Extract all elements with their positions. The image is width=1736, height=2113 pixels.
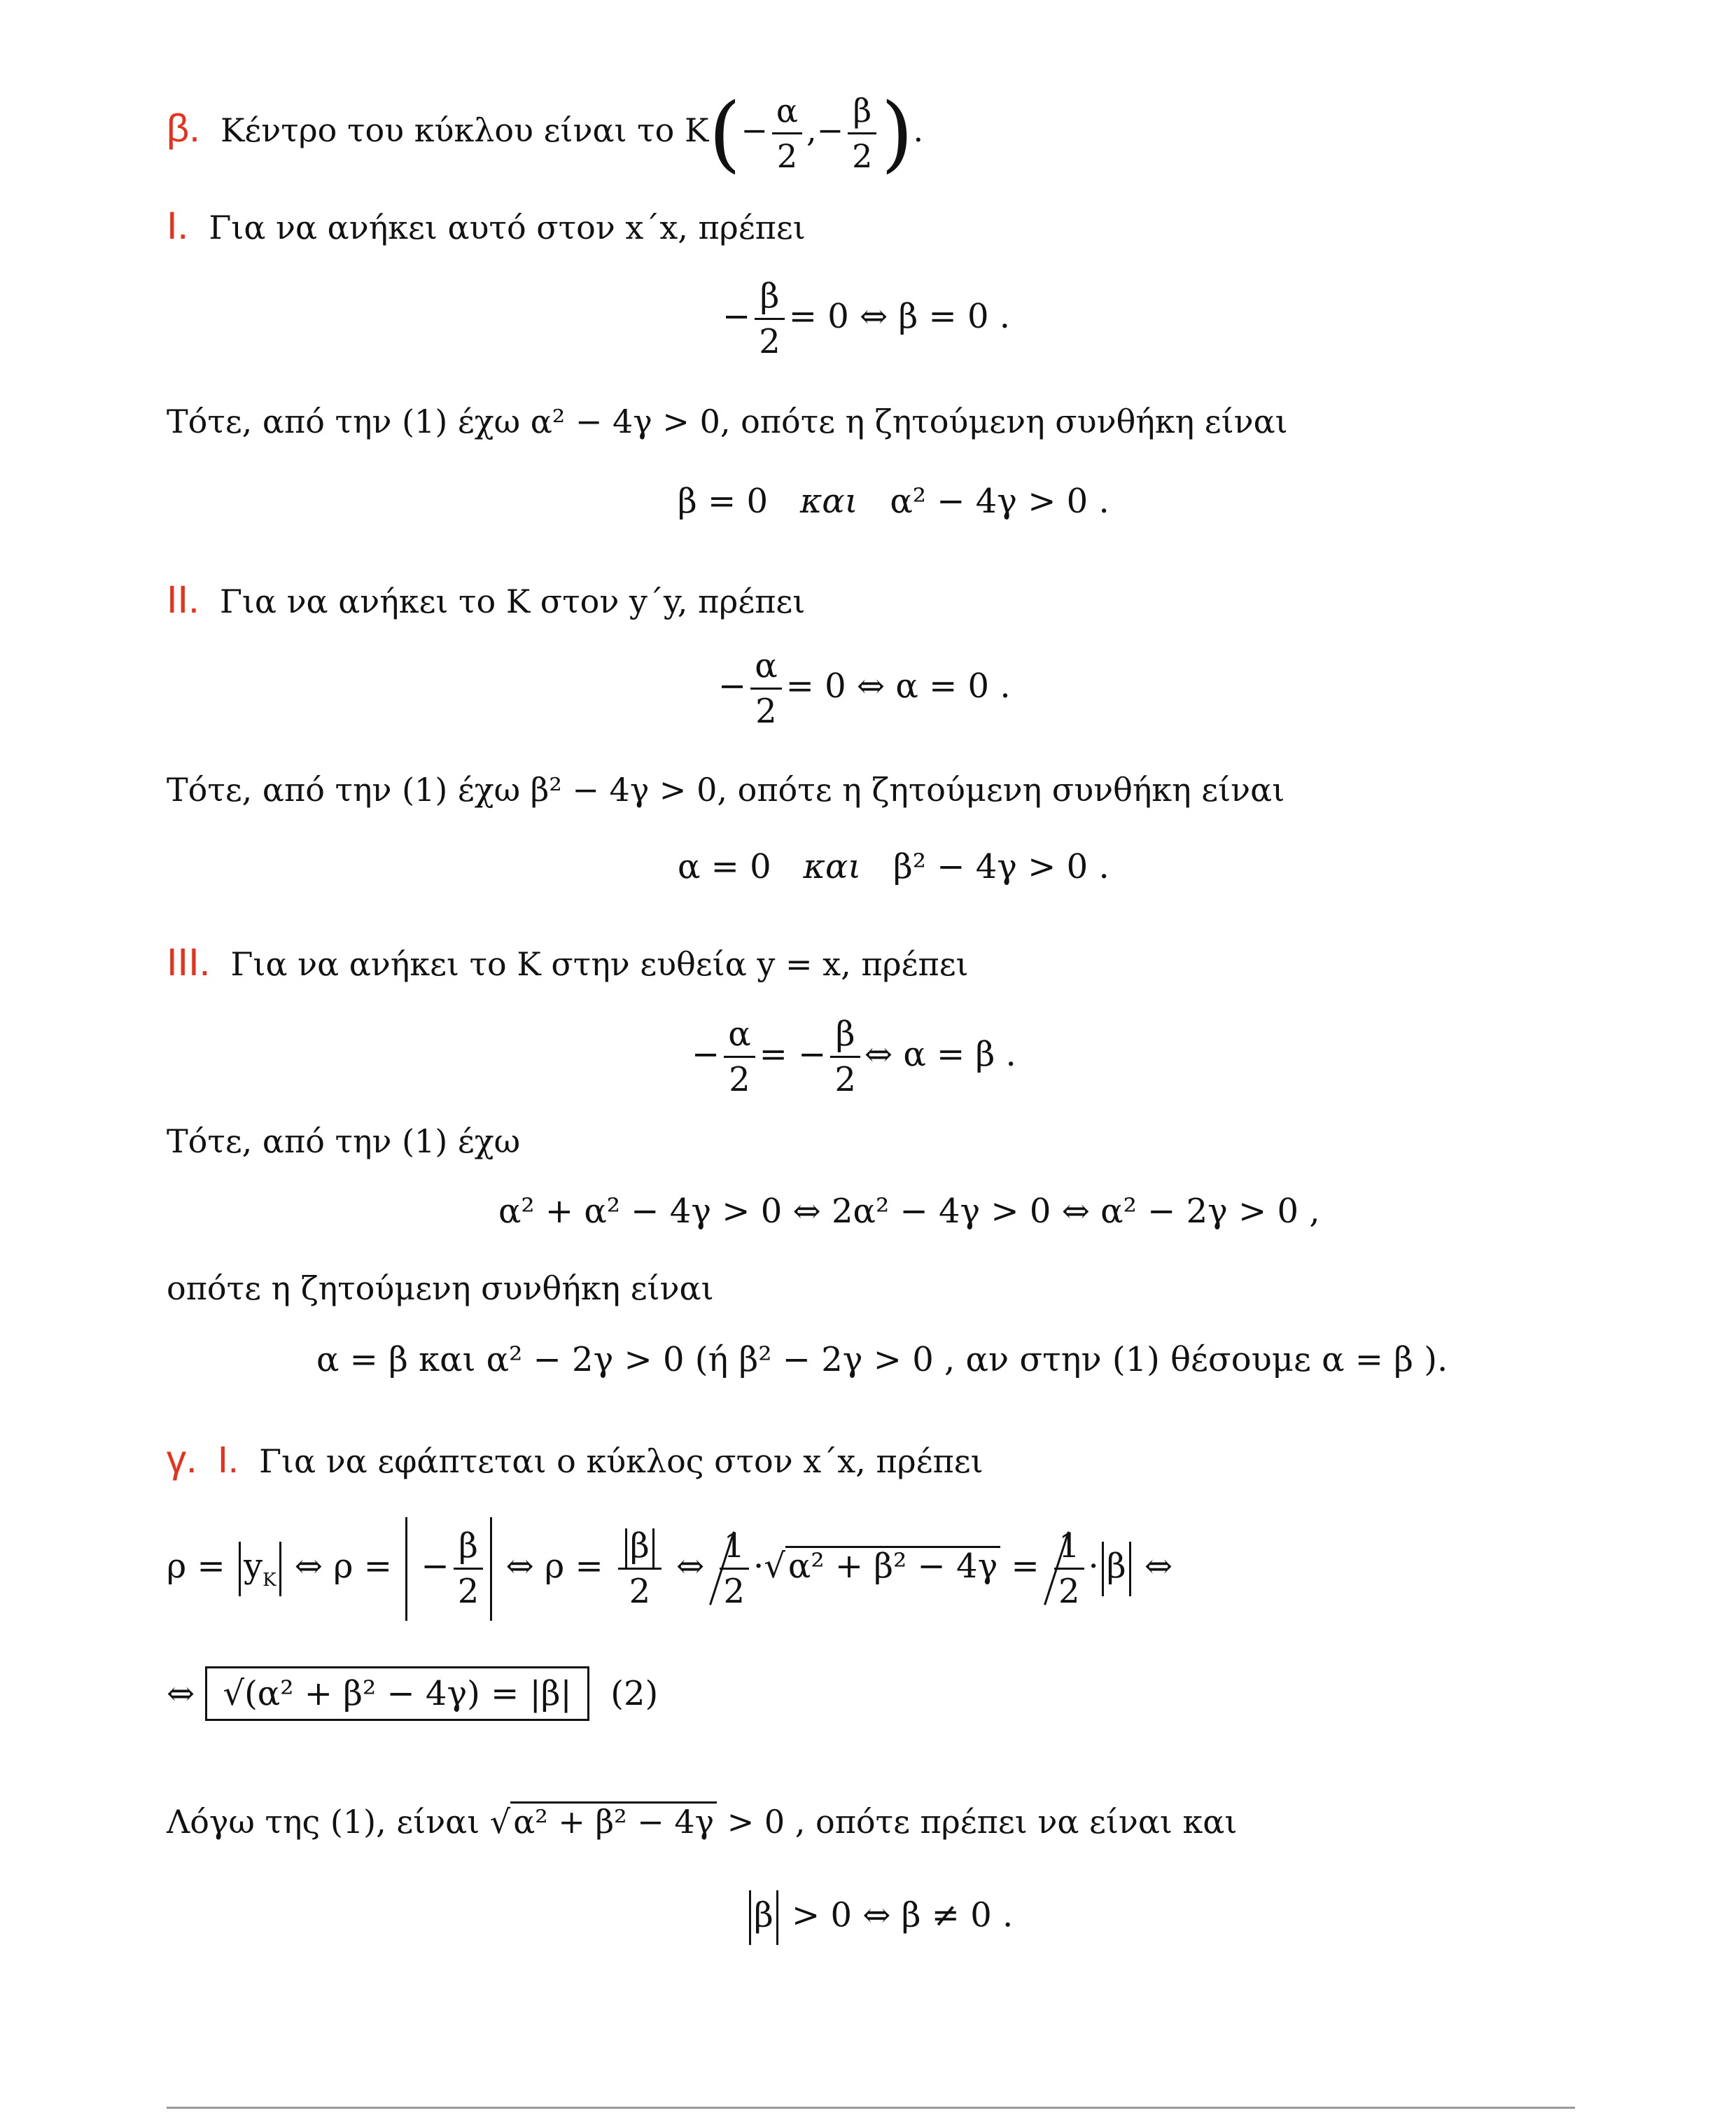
footer-rule (167, 2107, 1575, 2109)
cond-kai: και (799, 482, 858, 521)
section-label-I: Ι. (167, 203, 189, 247)
II-text: Για να ανήκει το Κ στον y΄y, πρέπει (219, 583, 806, 620)
gamma-line (167, 1438, 983, 1482)
cond-right: α² − 4γ > 0 . (890, 482, 1110, 521)
III-text: Για να ανήκει το Κ στην ευθεία (230, 945, 747, 983)
radicand: α² + β² − 4γ (510, 1801, 717, 1840)
then-expr: α² − 4γ > 0 (530, 403, 720, 440)
yk: y (243, 1547, 263, 1586)
then-text: Τότε, από την (1) έχω (167, 403, 521, 440)
cond-left: β = 0 (678, 482, 769, 521)
abs-bar (776, 1890, 778, 1945)
frac-den: 2 (776, 137, 798, 175)
section-label-beta: β. (167, 106, 200, 150)
boxed-equation: √(α² + β² − 4γ) = |β| (205, 1666, 589, 1721)
b: β (1106, 1547, 1126, 1586)
frac-num: 1 (720, 1524, 750, 1570)
frac-den: 2 (729, 1060, 750, 1099)
frac-num: β (755, 274, 785, 320)
III-chain: α² + α² − 4γ > 0 ⇔ 2α² − 4γ > 0 ⇔ α² − 2γ > 0 , (498, 1192, 1320, 1231)
abs-bar (1102, 1542, 1104, 1596)
rho-eq: ρ = (333, 1547, 392, 1586)
abs-bar (1129, 1542, 1131, 1596)
abs-bar (405, 1517, 407, 1621)
rho-eq: ρ = (167, 1547, 225, 1586)
frac-num: β (454, 1524, 484, 1570)
II-then (167, 769, 1284, 811)
III-text-b: , πρέπει (841, 945, 969, 983)
equation-tag: (2) (610, 1674, 659, 1713)
eq-rest: ⇔ α = β . (864, 1035, 1016, 1074)
II-line (167, 578, 805, 622)
frac-den: 2 (755, 692, 777, 731)
I-equation: − $\frac{\beta}{2}$ = 0 ⇔ β = 0 . (722, 274, 1010, 363)
frac-den: 2 (629, 1572, 651, 1612)
b: β (630, 1526, 650, 1565)
II-equation: − $\frac{\alpha}{2}$ = 0 ⇔ α = 0 . (718, 644, 1011, 733)
beta-text: Κέντρο του κύκλου είναι το (220, 111, 675, 149)
III-then: Τότε, από την (1) έχω (167, 1122, 521, 1160)
frac-num: α (724, 1012, 755, 1058)
abs-bar (239, 1542, 241, 1596)
b: β (754, 1895, 774, 1935)
frac (724, 1012, 755, 1101)
eq-rest: = 0 ⇔ β = 0 . (788, 297, 1011, 336)
dot: · (753, 1547, 764, 1586)
beta-K: Κ (684, 111, 709, 149)
logo-text-b: > 0 , οπότε πρέπει να είναι και (727, 1803, 1238, 1841)
frac-num: 1 (1054, 1524, 1084, 1570)
iff: ⇔ (167, 1674, 195, 1713)
section-label-III: ΙΙΙ. (167, 940, 211, 984)
iff: ⇔ (505, 1547, 534, 1586)
frac-den: 2 (759, 322, 780, 361)
frac-a-over-2 (772, 89, 802, 178)
II-condition (678, 847, 1110, 886)
beta-line: β. Κέντρο του κύκλου είναι το Κ(− $\frac{\alpha}{2}$ ,− $\frac{\beta}{2}$ ). (167, 85, 924, 181)
then-text-b: , οπότε η ζητούμενη συνθήκη είναι (717, 771, 1285, 809)
III-cond-intro: οπότε η ζητούμενη συνθήκη είναι (167, 1269, 714, 1307)
radicand: α² + β² − 4γ (785, 1546, 1000, 1584)
logo-text: Λόγω της (1), είναι (167, 1803, 480, 1841)
left-paren: ( (708, 85, 741, 181)
I-condition (678, 482, 1110, 521)
abs-bar (279, 1542, 281, 1596)
frac (750, 644, 781, 733)
yk-sub: Κ (262, 1570, 276, 1591)
right-paren: ) (881, 85, 913, 181)
frac-den: 2 (723, 1572, 746, 1611)
frac-den: 2 (834, 1060, 856, 1099)
frac-num: α (772, 89, 802, 134)
final-text: > 0 ⇔ β ≠ 0 . (792, 1895, 1014, 1935)
frac-cancel (1054, 1524, 1084, 1613)
frac-den: 2 (457, 1572, 479, 1611)
eq: = (1011, 1547, 1040, 1586)
cond-kai: και (803, 847, 862, 886)
gamma-text: Για να εφάπτεται ο κύκλος στον x΄x, πρέπει (259, 1442, 983, 1480)
III-equation: − $\frac{\alpha}{2}$ = − $\frac{\beta}{2}$ ⇔ α = β . (692, 1012, 1016, 1101)
logo-line: Λόγω της (1), είναι √α² + β² − 4γ > 0 , οπότε πρέπει να είναι και (167, 1803, 1238, 1841)
abs-bar (490, 1517, 492, 1621)
frac-num (618, 1524, 662, 1570)
boxed-equation-line (167, 1666, 658, 1721)
I-then (167, 400, 1288, 442)
abs-bar (652, 1528, 654, 1568)
III-line (167, 941, 969, 985)
section-sublabel-I: Ι. (217, 1439, 239, 1481)
frac (755, 274, 785, 363)
then-expr: β² − 4γ > 0 (530, 771, 718, 809)
III-eq: y = x (757, 945, 841, 983)
frac-den: 2 (852, 137, 873, 175)
rho-eq: ρ = (545, 1547, 603, 1586)
dot: · (1088, 1547, 1099, 1586)
gamma-derivation: $\rho = y_K$ ⇔ ρ = − $\frac{\beta}{2}$ ⇔ ρ = $\frac{\beta}{2}$ ⇔ $\frac{1}{2}$ ·√α² + β² − 4γ = $\frac{1}{2}$ · β ⇔ (167, 1507, 1172, 1626)
iff: ⇔ (676, 1547, 705, 1586)
frac-num: β (848, 89, 876, 134)
eq-mid: = − (759, 1035, 827, 1074)
iff: ⇔ (294, 1547, 323, 1586)
frac (454, 1524, 484, 1613)
cond-left: α = 0 (678, 847, 771, 886)
frac-cancel (720, 1524, 750, 1613)
abs-bar (625, 1528, 627, 1568)
frac-den: 2 (1058, 1572, 1080, 1611)
I-text: Για να ανήκει αυτό στον x΄x, πρέπει (209, 209, 806, 246)
frac-num: β (830, 1012, 860, 1058)
section-label-II: ΙΙ. (167, 577, 200, 621)
then-text-b: , οπότε η ζητούμενη συνθήκη είναι (720, 403, 1288, 440)
eq-rest: = 0 ⇔ α = 0 . (785, 667, 1011, 706)
frac-num: α (750, 644, 781, 690)
III-condition: α = β και α² − 2γ > 0 (ή β² − 2γ > 0 , αν στην (1) θέσουμε α = β ). (316, 1340, 1448, 1379)
section-label-gamma: γ. (167, 1437, 197, 1481)
cond-right: β² − 4γ > 0 . (892, 847, 1110, 886)
frac (830, 1012, 860, 1101)
iff: ⇔ (1144, 1547, 1173, 1586)
frac-abs-b-over-2 (618, 1524, 662, 1614)
abs-bar (749, 1890, 751, 1945)
then-text: Τότε, από την (1) έχω (167, 771, 521, 809)
I-line (167, 204, 806, 249)
final-line (746, 1890, 1013, 1945)
frac-b-over-2 (848, 89, 876, 178)
